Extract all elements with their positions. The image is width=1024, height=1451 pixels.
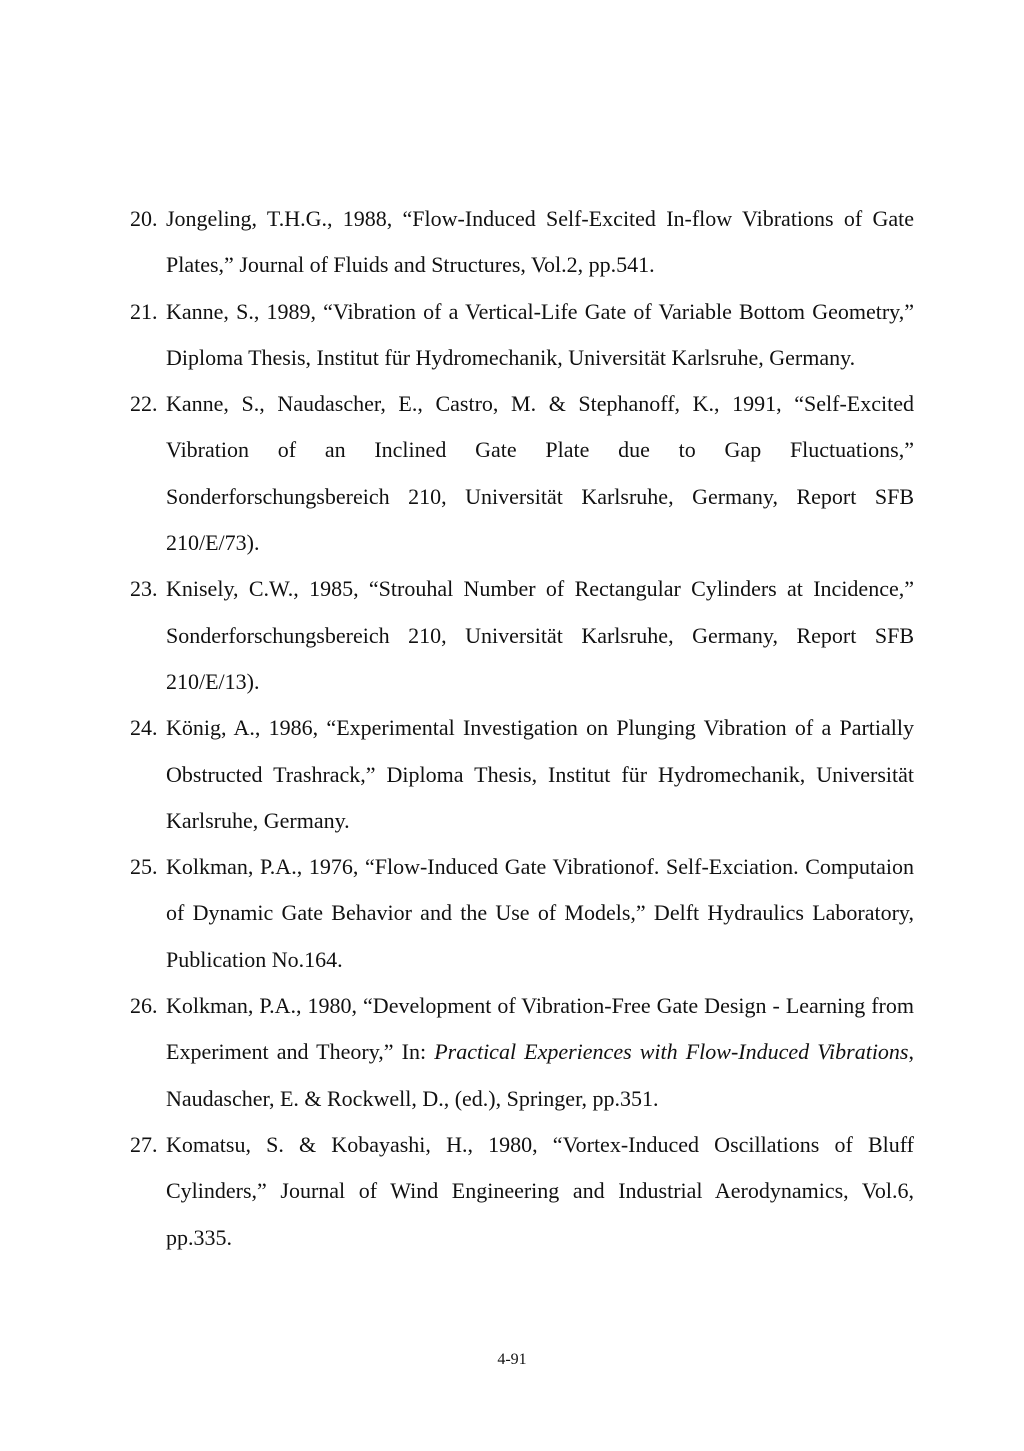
reference-number: 22.	[130, 391, 158, 417]
reference-number: 27.	[130, 1131, 158, 1157]
reference-text: Kolkman, P.A., 1980, “Development of Vibration-Free Gate Design - Learning from Experiment and Theory,” In:	[166, 993, 914, 1065]
reference-item	[130, 705, 914, 844]
reference-item	[130, 289, 914, 382]
reference-item	[130, 844, 914, 983]
reference-text-tail: , Naudascher, E. & Rockwell, D., (ed.), Springer, pp.351.	[166, 1039, 914, 1111]
reference-text: Kolkman, P.A., 1976, “Flow-Induced Gate Vibrationof. Self-Exciation. Computaion of Dynamic Gate Behavior and the Use of Models,” Delft Hydraulics Laboratory, Publication No.164.	[166, 854, 914, 972]
reference-italic-title: Practical Experiences with Flow-Induced Vibrations	[434, 1039, 909, 1065]
reference-number: 21.	[130, 298, 158, 324]
reference-item	[130, 381, 914, 566]
reference-text: Komatsu, S. & Kobayashi, H., 1980, “Vortex-Induced Oscillations of Bluff Cylinders,” Journal of Wind Engineering and Industrial Aerodynamics, Vol.6, pp.335.	[166, 1131, 914, 1250]
reference-text: Kanne, S., Naudascher, E., Castro, M. & Stephanoff, K., 1991, “Self-Excited Vibration of an Inclined Gate Plate due to Gap Fluctuations,” Sonderforschungsbereich 210, Universität Karlsruhe, Germany, Report SFB 210/E/73).	[166, 391, 914, 556]
reference-number: 20.	[130, 206, 158, 231]
page-number: 4-91	[497, 1351, 527, 1368]
reference-item	[130, 566, 914, 705]
reference-number: 26.	[130, 993, 158, 1019]
reference-text: König, A., 1986, “Experimental Investigation on Plunging Vibration of a Partially Obstructed Trashrack,” Diploma Thesis, Institut für Hydromechanik, Universität Karlsruhe, Germany.	[166, 715, 914, 833]
reference-number: 23.	[130, 576, 158, 602]
reference-text: Knisely, C.W., 1985, “Strouhal Number of Rectangular Cylinders at Incidence,” Sonderforschungsbereich 210, Universität Karlsruhe, Germany, Report SFB 210/E/13).	[166, 576, 914, 694]
reference-number: 24.	[130, 715, 158, 741]
reference-text: Jongeling, T.H.G., 1988, “Flow-Induced Self-Excited In-flow Vibrations of Gate Plates,” Journal of Fluids and Structures, Vol.2, pp.541.	[166, 206, 914, 278]
reference-text: Kanne, S., 1989, “Vibration of a Vertical-Life Gate of Variable Bottom Geometry,” Diploma Thesis, Institut für Hydromechanik, Universität Karlsruhe, Germany.	[166, 298, 914, 370]
reference-list	[130, 196, 914, 1261]
reference-item	[130, 983, 914, 1122]
reference-number: 25.	[130, 854, 158, 880]
reference-item	[130, 1122, 914, 1261]
reference-item	[130, 196, 914, 289]
